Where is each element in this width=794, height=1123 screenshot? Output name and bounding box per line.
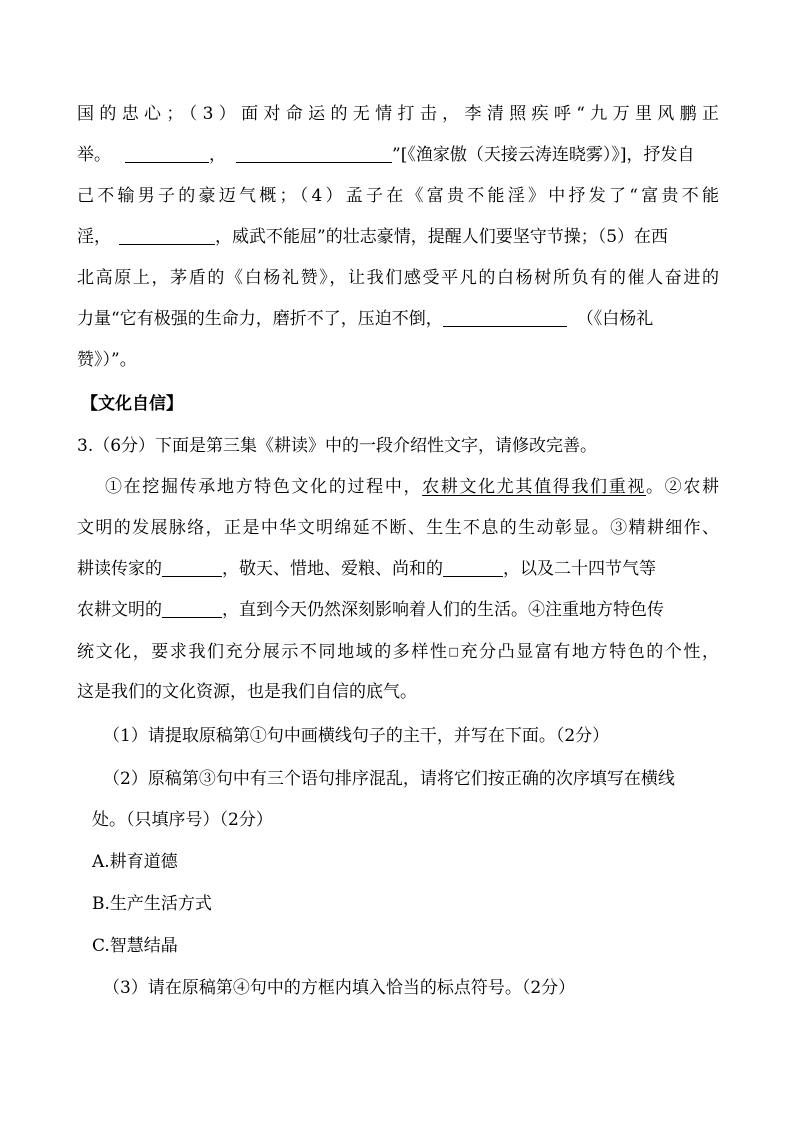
sub-question-2-line-1: （2）原稿第③句中有三个语句排序混乱，请将它们按正确的次序填写在横线 [103, 769, 675, 789]
question-stem: 3.（6分）下面是第三集《耕读》中的一段介绍性文字，请修改完善。 [77, 436, 598, 456]
section-heading: 【文化自信】 [81, 394, 183, 414]
poem-line-6 [77, 299, 719, 340]
text-run: ， [209, 145, 226, 165]
blank-line[interactable] [443, 558, 503, 577]
blank-line[interactable] [119, 226, 215, 245]
poem-line-7 [77, 340, 719, 381]
sub-question-3: （3）请在原稿第④句中的方框内填入恰当的标点符号。（2分） [103, 978, 576, 998]
option-b: B.生产生活方式 [92, 894, 212, 914]
text-run: （《白杨礼 [576, 309, 654, 329]
blank-line[interactable] [125, 144, 209, 163]
text-run: 耕读传家的 [77, 559, 162, 579]
text-run: 举。 [77, 145, 111, 165]
poem-line-2 [77, 135, 719, 176]
text-run: ”[《渔家傲（天接云涛连晓雾）》]，抒发自 [392, 145, 695, 165]
text-run: ，敬天、惜地、爱粮、尚和的 [222, 559, 443, 579]
poem-line-5 [77, 258, 719, 299]
blank-line[interactable] [443, 308, 567, 327]
text-run: ①在挖掘传承地方特色文化的过程中， [105, 477, 423, 497]
blank-line[interactable] [162, 599, 222, 618]
passage-line-4 [77, 590, 719, 631]
text-run: 统文化，要求我们充分展示不同地域的多样性 [77, 642, 449, 662]
sub-question-1: （1）请提取原稿第①句中画横线句子的主干，并写在下面。（2分） [103, 726, 610, 746]
blank-line[interactable] [236, 144, 392, 163]
poem-line-1 [77, 94, 719, 135]
punctuation-box[interactable]: □ [448, 645, 461, 658]
option-a: A.耕育道德 [92, 852, 178, 872]
text-run: 国的忠心；（3）面对命运的无情打击，李清照疾呼“九万里风鹏正 [77, 104, 719, 124]
passage-line-6: 这是我们的文化资源，也是我们自信的底气。 [77, 682, 417, 702]
text-run: 己不输男子的豪迈气概；（4）孟子在《富贵不能淫》中抒发了“富贵不能 [77, 186, 719, 206]
passage-line-2: 文明的发展脉络，正是中华文明绵延不断、生生不息的生动彰显。③精耕细作、 [77, 518, 719, 538]
text-run: 农耕文明的 [77, 600, 162, 620]
sub-question-2-line-2: 处。（只填序号）（2分） [92, 810, 273, 830]
text-run: 充分凸显富有地方特色的个性， [460, 642, 720, 662]
text-run: 。②农耕 [646, 477, 719, 497]
underlined-sentence: 农耕文化尤其值得我们重视 [422, 477, 647, 497]
poem-line-4 [77, 217, 719, 258]
text-run: 力量“它有极强的生命力，磨折不了，压迫不倒， [77, 309, 443, 329]
text-run: ，以及二十四节气等 [503, 559, 656, 579]
text-run: 北高原上，茅盾的《白杨礼赞》，让我们感受平凡的白杨树所负有的催人奋进的 [77, 268, 719, 288]
option-c: C.智慧结晶 [92, 936, 178, 956]
passage-line-1 [105, 467, 719, 508]
poem-line-3 [77, 176, 719, 217]
text-run: ，威武不能屈”的壮志豪情，提醒人们要坚守节操；（5）在西 [215, 227, 669, 247]
text-run: 淫， [77, 227, 111, 247]
passage-line-3 [77, 549, 719, 590]
text-run: ，直到今天仍然深刻影响着人们的生活。④注重地方特色传 [222, 600, 664, 620]
blank-line[interactable] [162, 558, 222, 577]
text-run: 赞》）”。 [77, 350, 137, 370]
passage-line-5 [77, 631, 719, 672]
